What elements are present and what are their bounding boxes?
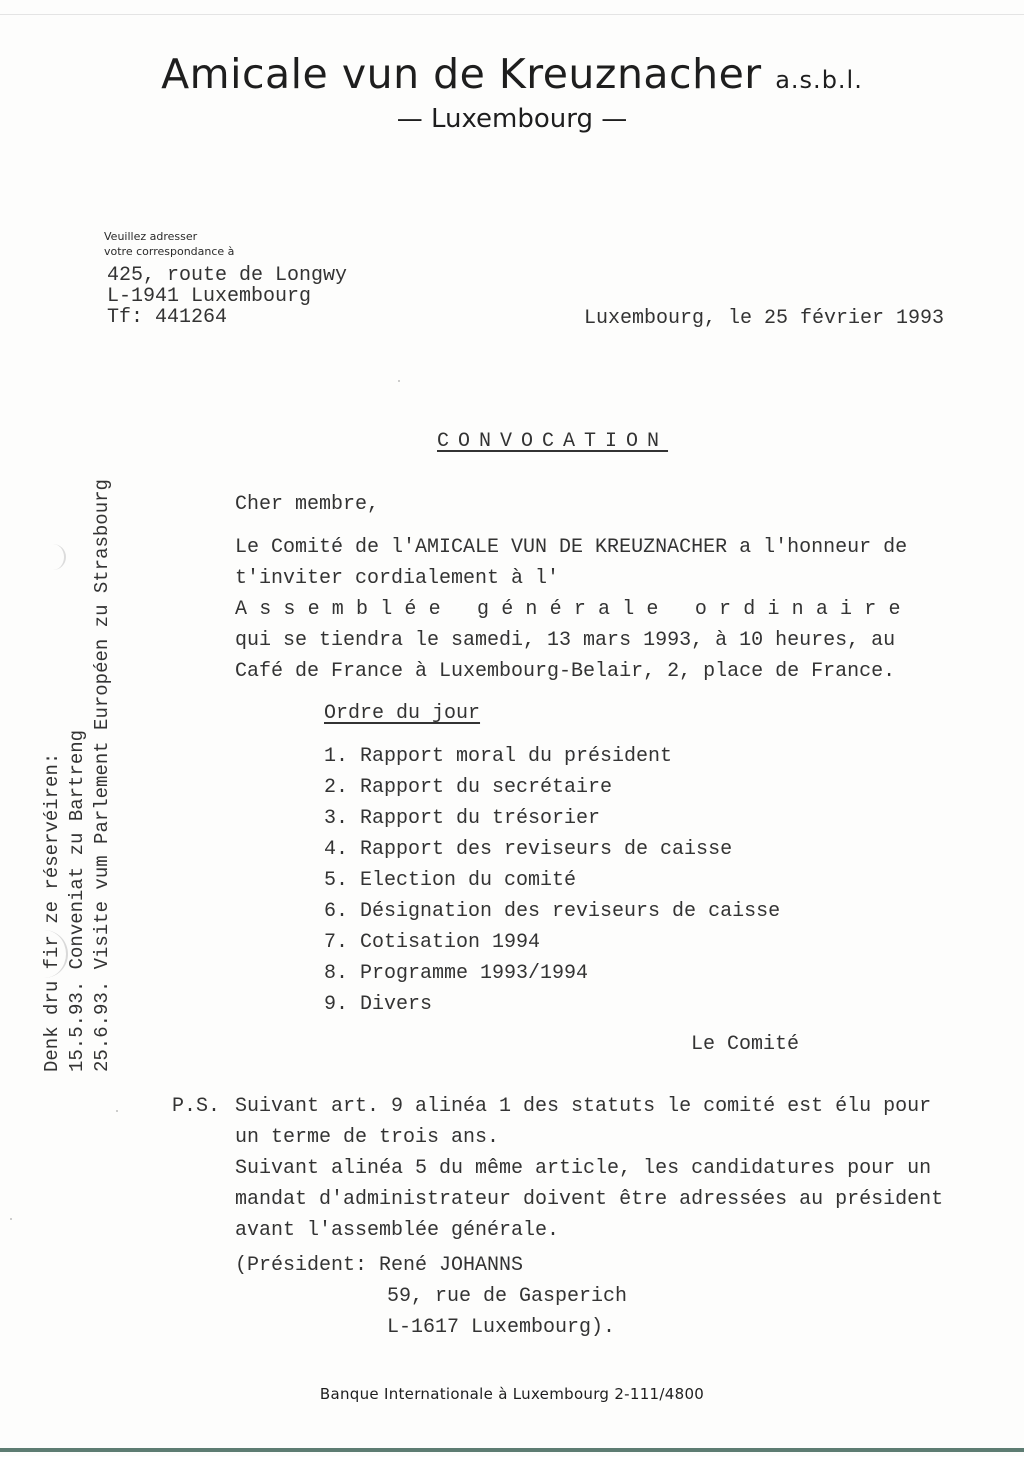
org-name-text: Amicale vun de Kreuznacher <box>161 50 762 98</box>
body-line-1: Le Comité de l'AMICALE VUN DE KREUZNACHER a l'honneur de <box>235 536 908 559</box>
agenda-title: Ordre du jour <box>324 702 481 725</box>
address-hint <box>104 229 234 259</box>
ps-line-4: mandat d'administrateur doivent être adressées au président <box>235 1188 944 1211</box>
address-street: 425, route de Longwy <box>107 264 348 287</box>
agenda-item: 9. Divers <box>324 993 433 1016</box>
ps-line-5: avant l'assemblée générale. <box>235 1219 560 1242</box>
org-legal-suffix: a.s.b.l. <box>775 66 863 94</box>
agenda-item: 8. Programme 1993/1994 <box>324 962 589 985</box>
president-line-3: L-1617 Luxembourg). <box>387 1316 616 1339</box>
side-note-line-1: Denk dru fir ze réservéiren: <box>41 752 63 1072</box>
ps-line-1: Suivant art. 9 alinéa 1 des statuts le comité est élu pour <box>235 1095 932 1118</box>
address-hint-line-1: Veuillez adresser <box>104 230 198 243</box>
president-contact <box>235 1250 627 1343</box>
agenda-item: 1. Rapport moral du président <box>324 745 673 768</box>
paper-speck <box>116 1110 118 1112</box>
ps-label: P.S. <box>172 1095 221 1118</box>
agenda-item: 6. Désignation des reviseurs de caisse <box>324 900 781 923</box>
president-line-2: 59, rue de Gasperich <box>387 1285 628 1308</box>
agenda-item: 7. Cotisation 1994 <box>324 931 541 954</box>
president-line-1: (Président: René JOHANNS <box>235 1254 524 1277</box>
agenda-item: 2. Rapport du secrétaire <box>324 776 613 799</box>
address-phone: Tf: 441264 <box>107 306 228 329</box>
agenda-item: 5. Election du comité <box>324 869 577 892</box>
address-postal: L-1941 Luxembourg <box>107 285 312 308</box>
body-line-2: t'inviter cordialement à l' <box>235 567 560 590</box>
side-note-line-3: 25.6.93. Visite vum Parlement Européen zu Strasbourg <box>91 479 113 1072</box>
paper-speck <box>398 380 400 382</box>
page-bottom-margin <box>0 1456 1024 1482</box>
ps-line-3: Suivant alinéa 5 du même article, les candidatures pour un <box>235 1157 932 1180</box>
letterhead-org-name <box>0 50 1024 98</box>
side-note-line-2: 15.5.93. Conveniat zu Bartreng <box>66 729 88 1072</box>
letter-date: Luxembourg, le 25 février 1993 <box>583 307 944 330</box>
agenda-list <box>324 741 780 1020</box>
address-hint-line-2: votre correspondance à <box>104 245 235 258</box>
body-line-5: Café de France à Luxembourg-Belair, 2, place de France. <box>235 660 896 683</box>
letterhead-city: — Luxembourg — <box>396 104 628 134</box>
agenda-item: 3. Rapport du trésorier <box>324 807 601 830</box>
agenda-item: 4. Rapport des reviseurs de caisse <box>324 838 733 861</box>
document-title: CONVOCATION <box>437 430 669 453</box>
paper-speck <box>10 1218 12 1220</box>
salutation: Cher membre, <box>235 493 380 516</box>
ps-line-2: un terme de trois ans. <box>235 1126 500 1149</box>
page-bottom-edge <box>0 1448 1024 1452</box>
return-address <box>107 265 347 328</box>
body-line-4: qui se tiendra le samedi, 13 mars 1993, à 10 heures, au <box>235 629 896 652</box>
page-top-edge <box>0 14 1024 15</box>
body-line-3-assembly: Assemblée générale ordinaire <box>235 598 913 621</box>
footer-bank: Banque Internationale à Luxembourg 2-111/4800 <box>319 1385 705 1403</box>
signature: Le Comité <box>691 1033 800 1056</box>
